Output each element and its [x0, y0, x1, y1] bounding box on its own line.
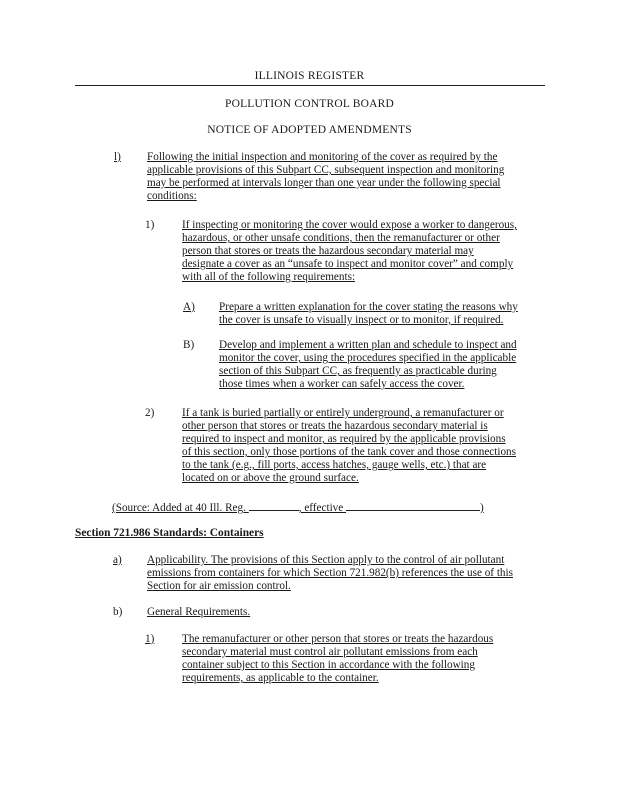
board-title: POLLUTION CONTROL BOARD [224, 98, 394, 110]
item-a-line: Applicability. The provisions of this Section apply to the control of air pollutant [147, 554, 505, 566]
item-b-label: b) [113, 606, 123, 618]
register-number-blank [249, 500, 299, 511]
item-b-text: General Requirements. [147, 606, 251, 618]
sub2-line: of this section, only those portions of the tank cover and those connections [182, 446, 517, 458]
subA-line: the cover is unsafe to visually inspect or to monitor, if required. [219, 314, 504, 326]
subB-line: Develop and implement a written plan and schedule to inspect and [219, 339, 517, 351]
item-b1-line: container subject to this Section in accordance with the following [182, 659, 475, 671]
item-b1-label: 1) [145, 633, 155, 645]
item-l-label: l) [114, 151, 121, 163]
sub2-line: located on or above the ground surface. [182, 472, 359, 484]
sub1-label: 1) [145, 219, 155, 231]
item-a-label: a) [113, 554, 122, 566]
item-l-line: applicable provisions of this Subpart CC, subsequent inspection and monitoring [147, 164, 505, 176]
source-suffix: ) [480, 502, 484, 514]
item-a-line: emissions from containers for which Section 721.982(b) references the use of this [147, 567, 513, 579]
item-b1-line: requirements, as applicable to the container. [182, 672, 379, 684]
sub1-line: If inspecting or monitoring the cover would expose a worker to dangerous, [182, 219, 517, 231]
source-middle: , effective [298, 502, 347, 514]
item-a-text [147, 554, 540, 593]
subB-line: those times when a worker can safely access the cover. [219, 378, 465, 390]
source-note [112, 500, 532, 515]
sub1-text [182, 219, 540, 284]
source-prefix: (Source: Added at 40 Ill. Reg. [112, 502, 249, 514]
item-l-line: conditions: [147, 190, 197, 202]
sub1-line: with all of the following requirements: [182, 271, 356, 283]
subA-label: A) [183, 301, 195, 313]
item-l-line: may be performed at intervals longer than one year under the following special [147, 177, 501, 189]
sub2-text [182, 407, 540, 485]
sub2-line: other person that stores or treats the hazardous secondary material is [182, 420, 488, 432]
subB-line: section of this Subpart CC, as frequently as practicable during [219, 365, 497, 377]
item-b1-line: The remanufacturer or other person that stores or treats the hazardous [182, 633, 494, 645]
item-b1-text [182, 633, 540, 685]
item-l-text [147, 151, 540, 203]
subB-line: monitor the cover, using the procedures specified in the applicable [219, 352, 517, 364]
sub2-line: If a tank is buried partially or entirely underground, a remanufacturer or [182, 407, 504, 419]
sub2-label: 2) [145, 407, 155, 419]
sub1-line: hazardous, or other unsafe conditions, then the remanufacturer or other [182, 232, 500, 244]
subA-line: Prepare a written explanation for the cover stating the reasons why [219, 301, 518, 313]
sub2-line: required to inspect and monitor, as required by the applicable provisions [182, 433, 506, 445]
subB-text [219, 339, 539, 391]
register-title: ILLINOIS REGISTER [254, 70, 365, 82]
item-l-line: Following the initial inspection and monitoring of the cover as required by the [147, 151, 498, 163]
effective-date-blank [346, 500, 480, 511]
sub2-line: to the tank (e.g., fill ports, access hatches, gauge wells, etc.) that are [182, 459, 487, 471]
item-b1-line: secondary material must control air pollutant emissions from each [182, 646, 478, 658]
subA-text [219, 301, 539, 327]
header-rule [75, 85, 545, 86]
subB-label: B) [183, 339, 195, 351]
section-heading: Section 721.986 Standards: Containers [75, 527, 264, 539]
sub1-line: designate a cover as an “unsafe to inspect and monitor cover” and comply [182, 258, 514, 270]
sub1-line: person that stores or treats the hazardous secondary material may [182, 245, 474, 257]
item-a-line: Section for air emission control. [147, 580, 291, 592]
notice-title: NOTICE OF ADOPTED AMENDMENTS [207, 124, 412, 136]
